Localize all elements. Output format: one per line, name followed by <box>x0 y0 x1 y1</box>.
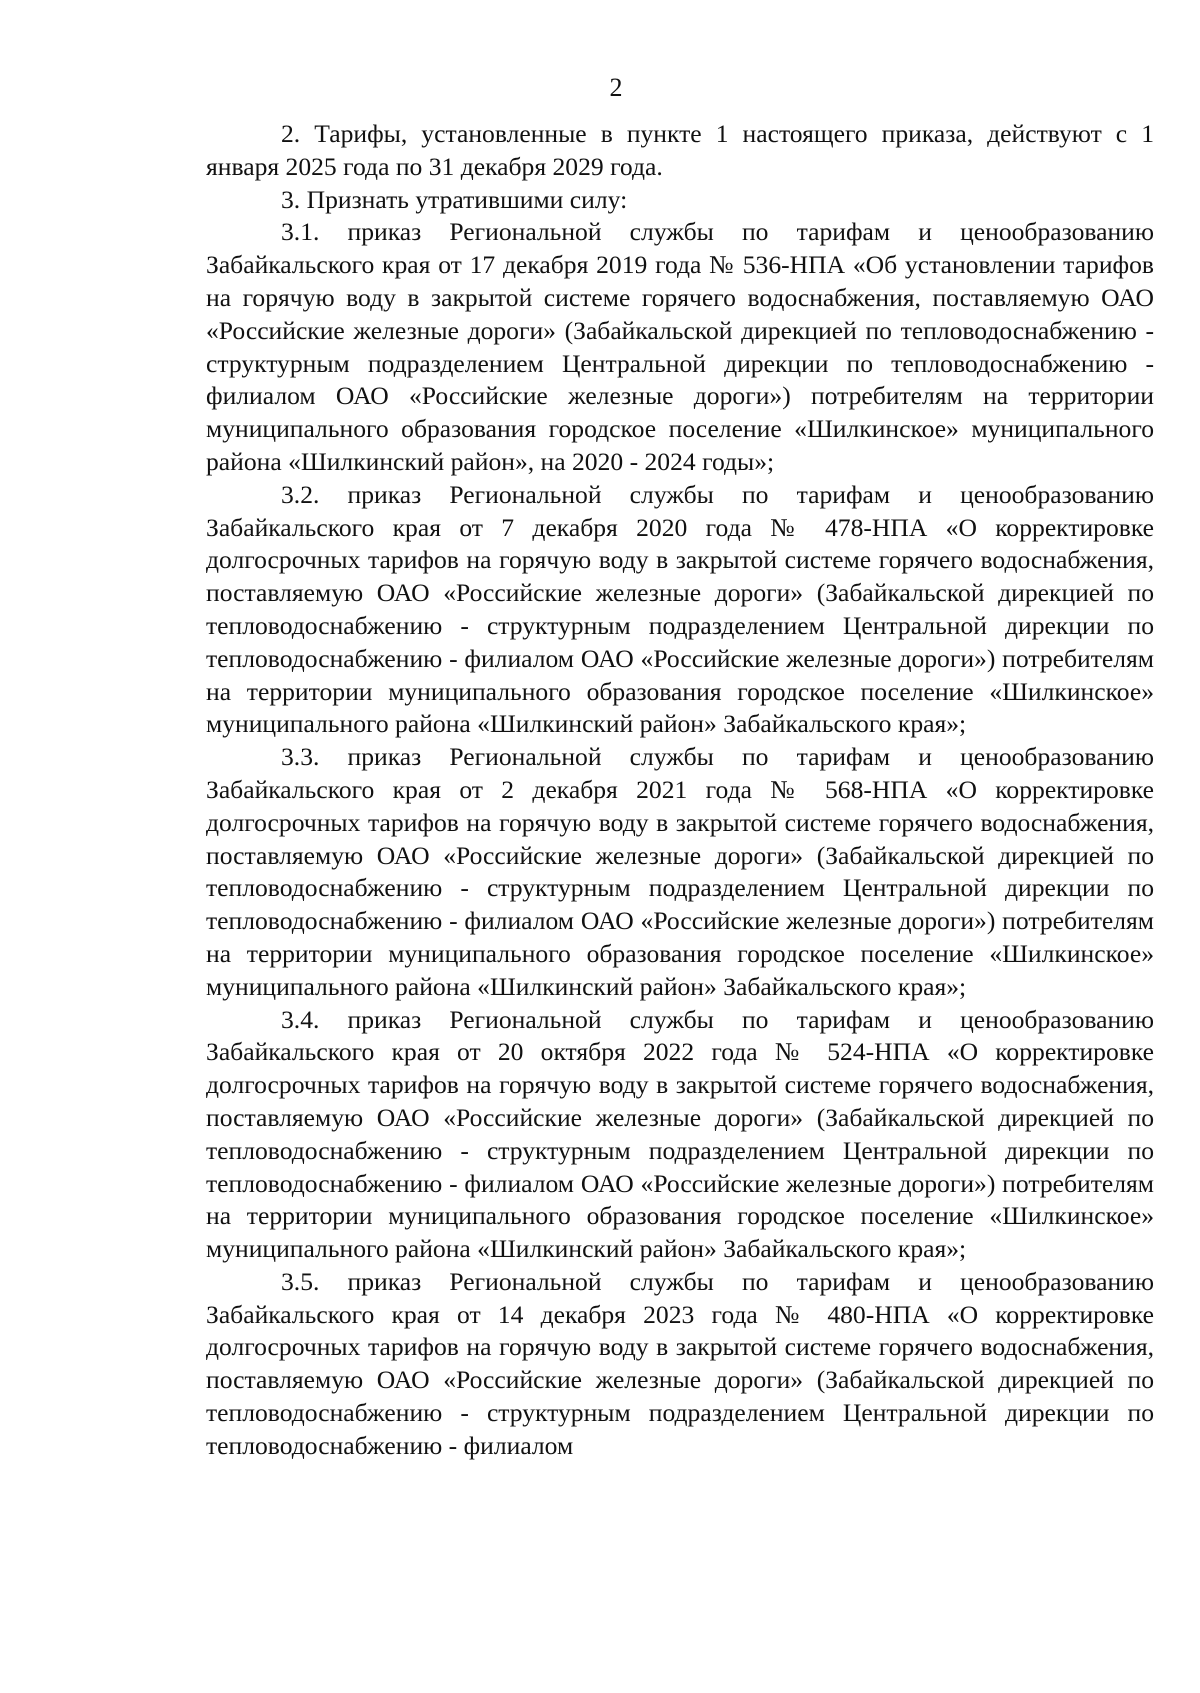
paragraph-repeal-3-4: 3.4. приказ Региональной службы по тарифам и ценообразованию Забайкальского края от 20 октября 2022 года № 524-НПА «О корректировке долгосрочных тарифов на горячую воду в закрытой системе горячего водоснабжения, поставляемую ОАО «Российские железные дороги» (Забайкальской дирекцией по тепловодоснабжению - структурным подразделением Центральной дирекции по тепловодоснабжению - филиалом ОАО «Российские железные дороги») потребителям на территории муниципального образования городское поселение «Шилкинское» муниципального района «Шилкинский район» Забайкальского края»; <box>206 1004 1154 1264</box>
paragraph-repeal-3-3: 3.3. приказ Региональной службы по тарифам и ценообразованию Забайкальского края от 2 декабря 2021 года № 568-НПА «О корректировке долгосрочных тарифов на горячую воду в закрытой системе горячего водоснабжения, поставляемую ОАО «Российские железные дороги» (Забайкальской дирекцией по тепловодоснабжению - структурным подразделением Центральной дирекции по тепловодоснабжению - филиалом ОАО «Российские железные дороги») потребителям на территории муниципального образования городское поселение «Шилкинское» муниципального района «Шилкинский район» Забайкальского края»; <box>206 742 1154 1001</box>
paragraph-repeal-3-2: 3.2. приказ Региональной службы по тарифам и ценообразованию Забайкальского края от 7 декабря 2020 года № 478-НПА «О корректировке долгосрочных тарифов на горячую воду в закрытой системе горячего водоснабжения, поставляемую ОАО «Российские железные дороги» (Забайкальской дирекцией по тепловодоснабжению - структурным подразделением Центральной дирекции по тепловодоснабжению - филиалом ОАО «Российские железные дороги») потребителям на территории муниципального образования городское поселение «Шилкинское» муниципального района «Шилкинский район» Забайкальского края»; <box>206 479 1154 739</box>
page-number: 2 <box>609 73 623 102</box>
document-body <box>206 118 1154 1463</box>
paragraph-repeal-intro: 3. Признать утратившими силу: <box>281 184 628 214</box>
paragraph-repeal-3-5: 3.5. приказ Региональной службы по тарифам и ценообразованию Забайкальского края от 14 декабря 2023 года № 480-НПА «О корректировке долгосрочных тарифов на горячую воду в закрытой системе горячего водоснабжения, поставляемую ОАО «Российские железные дороги» (Забайкальской дирекцией по тепловодоснабжению - структурным подразделением Центральной дирекции по тепловодоснабжению - филиалом <box>206 1266 1154 1460</box>
paragraph-tariff-validity: 2. Тарифы, установленные в пункте 1 настоящего приказа, действуют с 1 января 2025 года по 31 декабря 2029 года. <box>206 119 1154 181</box>
paragraph-repeal-3-1: 3.1. приказ Региональной службы по тарифам и ценообразованию Забайкальского края от 17 декабря 2019 года № 536-НПА «Об установлении тарифов на горячую воду в закрытой системе горячего водоснабжения, поставляемую ОАО «Российские железные дороги» (Забайкальской дирекцией по тепловодоснабжению - структурным подразделением Центральной дирекции по тепловодоснабжению - филиалом ОАО «Российские железные дороги») потребителям на территории муниципального образования городское поселение «Шилкинское» муниципального района «Шилкинский район», на 2020 - 2024 годы»; <box>206 217 1154 476</box>
